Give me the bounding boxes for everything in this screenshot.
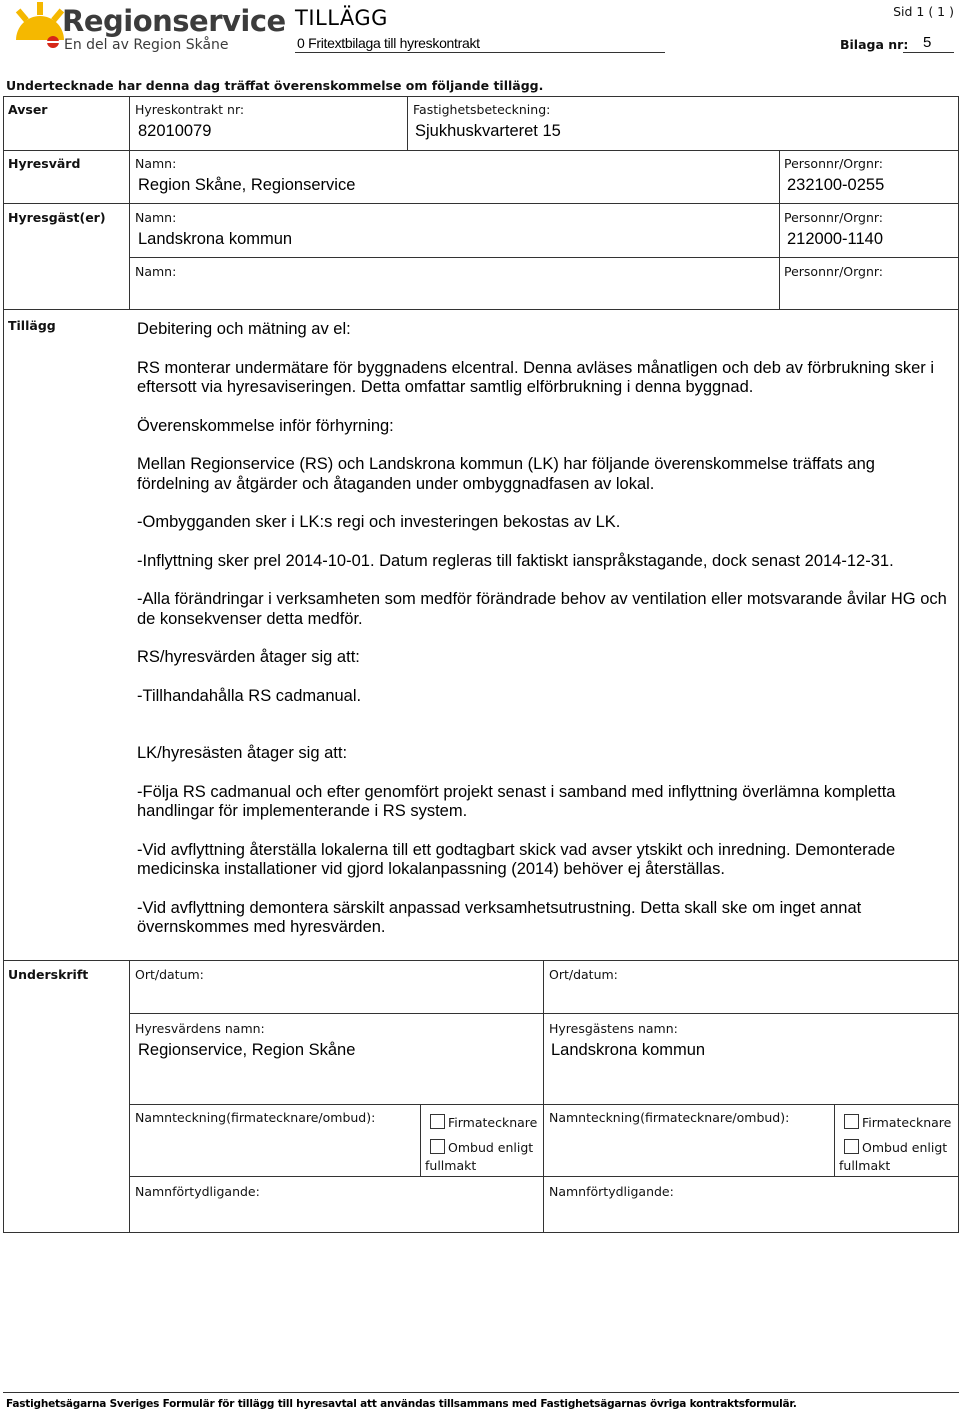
clarification-label-left: Namnförtydligande:: [135, 1184, 260, 1199]
document-subtitle: 0 Fritextbilaga till hyreskontrakt: [297, 35, 480, 51]
avser-label: Avser: [8, 102, 48, 117]
tillagg-paragraph: -Inflyttning sker prel 2014-10-01. Datum regleras till faktiskt ianspråkstagande, dock senast 2014-12-31.: [137, 551, 894, 570]
fullmakt-label-right: fullmakt: [839, 1158, 891, 1173]
row-divider-names: [129, 1104, 959, 1105]
ort-datum-label-left: Ort/datum:: [135, 967, 204, 982]
hyresvard-id-label: Personnr/Orgnr:: [784, 156, 884, 171]
ombud-checkbox-left[interactable]: [430, 1139, 533, 1155]
tillagg-paragraph: LK/hyresästen åtager sig att:: [137, 744, 348, 762]
logo: [12, 2, 286, 56]
row-divider-tillagg: [3, 309, 959, 310]
avser-divider: [407, 96, 408, 150]
bilaga-underline: [903, 52, 954, 53]
tenant-name-label: Hyresgästens namn:: [549, 1021, 678, 1036]
hyresgast-label: Hyresgäst(er): [8, 210, 106, 225]
landlord-name-value[interactable]: Regionservice, Region Skåne: [138, 1041, 356, 1059]
hyresvard-name-value[interactable]: Region Skåne, Regionservice: [138, 176, 356, 194]
tillagg-paragraph: Överenskommelse inför förhyrning:: [137, 416, 394, 435]
contract-label: Hyreskontrakt nr:: [135, 102, 245, 117]
tenant-name-value[interactable]: Landskrona kommun: [551, 1041, 706, 1059]
property-value[interactable]: Sjukhuskvarteret 15: [415, 122, 561, 140]
row-divider-ort: [129, 1013, 959, 1014]
ort-datum-label-right: Ort/datum:: [549, 967, 618, 982]
signature-label-left: Namnteckning(firmatecknare/ombud):: [135, 1110, 376, 1125]
firmatecknare-label: Firmatecknare: [448, 1115, 538, 1130]
document-title: TILLÄGG: [295, 6, 388, 30]
hyresvard-id-value[interactable]: 232100-0255: [787, 176, 885, 194]
ombud-checkbox-right[interactable]: [844, 1139, 947, 1155]
bilaga-value: 5: [923, 34, 932, 51]
checkbox-divider-left: [420, 1104, 421, 1176]
tillagg-paragraph: -Följa RS cadmanual och efter genomfört projekt senast i samband med inflyttning överlämna kompletta handlingar för implementerande i RS system.: [137, 782, 896, 820]
signature-label-right: Namnteckning(firmatecknare/ombud):: [549, 1110, 790, 1125]
checkbox-icon[interactable]: [430, 1114, 445, 1129]
firmatecknare-label: Firmatecknare: [862, 1115, 952, 1130]
signature-column-divider: [543, 960, 544, 1233]
tillagg-label: Tillägg: [8, 318, 56, 333]
logo-sub-text: En del av Region Skåne: [64, 37, 229, 53]
page-info: Sid 1 ( 1 ): [893, 4, 954, 19]
row-divider-avser: [3, 150, 959, 151]
hyresgast2-id-label: Personnr/Orgnr:: [784, 264, 884, 279]
landlord-name-label: Hyresvärdens namn:: [135, 1021, 265, 1036]
tillagg-paragraph: -Vid avflyttning återställa lokalerna till ett godtagbart skick vad avser ytskikt och inredning. Demonterade medicinska installationer vid gjord lokalanpassning (2014) behöver ej återställas.: [137, 840, 896, 878]
id-column-divider: [779, 150, 780, 309]
footer-rule: [3, 1392, 959, 1393]
hyresgast-id-label: Personnr/Orgnr:: [784, 210, 884, 225]
tillagg-paragraph: Mellan Regionservice (RS) och Landskrona kommun (LK) har följande överenskommelse träffats ang fördelning av åtgärder och åtaganden under ombyggnadfasen av lokal.: [137, 455, 875, 493]
hyresgast-id-value[interactable]: 212000-1140: [787, 230, 884, 248]
tillagg-body: [137, 320, 947, 938]
sun-logo-icon: [12, 2, 68, 54]
checkbox-divider-right: [834, 1104, 835, 1176]
row-divider-hyresgast: [129, 257, 959, 258]
tillagg-paragraph: Debitering och mätning av el:: [137, 320, 351, 338]
tillagg-paragraph: RS monterar undermätare för byggnadens elcentral. Denna avläses månatligen och deb av förbrukning sker i eftersott via hyresaviseringen. Detta omfattar samtlig elförbrukning i denna byggnad.: [137, 358, 935, 396]
subtitle-underline: [295, 52, 665, 53]
firmatecknare-checkbox-right[interactable]: [844, 1114, 951, 1130]
underskrift-label: Underskrift: [8, 967, 89, 982]
ombud-label: Ombud enligt: [862, 1140, 948, 1155]
hyresvard-name-label: Namn:: [135, 156, 177, 171]
checkbox-icon[interactable]: [844, 1114, 859, 1129]
tillagg-paragraph: -Vid avflyttning demontera särskilt anpassad verksamhetsutrustning. Detta skall ske om inget annat övernskommes med hyresvärden.: [137, 898, 862, 936]
tillagg-paragraph: -Tillhandahålla RS cadmanual.: [137, 686, 362, 705]
clarification-label-right: Namnförtydligande:: [549, 1184, 674, 1199]
hyresgast-name-value[interactable]: Landskrona kommun: [138, 230, 293, 248]
intro-text: Undertecknade har denna dag träffat överenskommelse om följande tillägg.: [6, 78, 544, 93]
label-column-divider-lower: [129, 960, 130, 1233]
hyresvard-label: Hyresvärd: [8, 156, 81, 171]
row-divider-underskrift: [3, 960, 959, 961]
checkbox-icon[interactable]: [430, 1139, 445, 1154]
row-divider-hyresvard: [3, 203, 959, 204]
hyresgast2-name-label: Namn:: [135, 264, 177, 279]
fullmakt-label-left: fullmakt: [425, 1158, 477, 1173]
property-label: Fastighetsbeteckning:: [413, 102, 551, 117]
checkbox-icon[interactable]: [844, 1139, 859, 1154]
contract-value[interactable]: 82010079: [138, 122, 212, 140]
firmatecknare-checkbox-left[interactable]: [430, 1114, 537, 1130]
tillagg-paragraph: -Ombygganden sker i LK:s regi och investeringen bekostas av LK.: [137, 513, 621, 531]
logo-main-text: Regionservice: [62, 4, 286, 38]
hyresgast-name-label: Namn:: [135, 210, 177, 225]
ombud-label: Ombud enligt: [448, 1140, 534, 1155]
tillagg-paragraph: RS/hyresvärden åtager sig att:: [137, 648, 360, 666]
tillagg-paragraph: -Alla förändringar i verksamheten som medför förändrade behov av ventilation eller motsvarande åvilar HG och de konsekvenser detta medför.: [137, 590, 947, 628]
bilaga-label: Bilaga nr:: [840, 37, 909, 52]
footer-text: Fastighetsägarna Sveriges Formulär för tillägg till hyresavtal att användas tillsammans med Fastighetsägarnas övriga kontraktsformulär.: [6, 1398, 797, 1410]
row-divider-sign: [129, 1176, 959, 1177]
